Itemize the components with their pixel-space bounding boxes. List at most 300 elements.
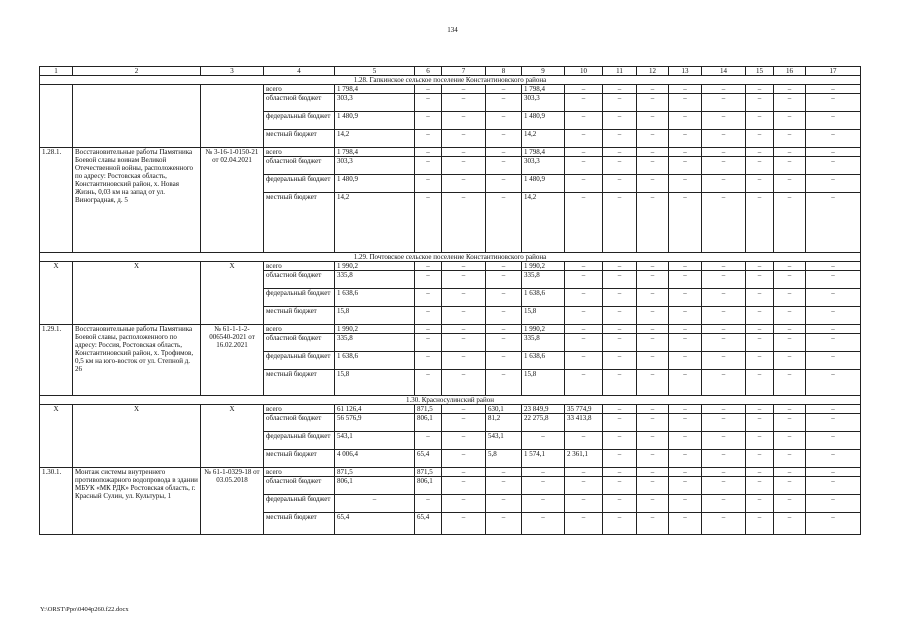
value-cell: 1 990,2 [335, 262, 415, 271]
value-cell: – [746, 307, 774, 325]
value-cell: 335,8 [522, 334, 565, 352]
value-cell: 1 798,4 [522, 148, 565, 157]
value-cell: 15,8 [522, 307, 565, 325]
value-cell: – [669, 157, 702, 175]
value-cell: – [806, 477, 861, 495]
value-cell: – [565, 495, 603, 513]
budget-source-label: местный бюджет [264, 370, 335, 396]
value-cell: – [415, 307, 442, 325]
value-cell: – [603, 513, 637, 535]
value-cell: 23 849,9 [522, 405, 565, 414]
value-cell: – [746, 193, 774, 253]
value-cell: – [442, 112, 486, 130]
value-cell: – [415, 85, 442, 94]
value-cell: 14,2 [335, 193, 415, 253]
value-cell: – [637, 94, 669, 112]
value-cell: – [746, 352, 774, 370]
value-cell: – [774, 175, 806, 193]
value-cell: – [442, 495, 486, 513]
value-cell: 22 275,8 [522, 414, 565, 432]
value-cell: 1 798,4 [522, 85, 565, 94]
value-cell: – [442, 414, 486, 432]
value-cell: – [442, 334, 486, 352]
value-cell: – [774, 289, 806, 307]
value-cell: 806,1 [335, 477, 415, 495]
value-cell: – [746, 468, 774, 477]
value-cell: – [442, 85, 486, 94]
value-cell: – [774, 307, 806, 325]
value-cell: – [806, 414, 861, 432]
value-cell: – [637, 175, 669, 193]
value-cell: – [702, 175, 746, 193]
value-cell: – [442, 175, 486, 193]
value-cell: 1 990,2 [522, 262, 565, 271]
value-cell: 1 990,2 [522, 325, 565, 334]
column-number: 1 [40, 67, 73, 76]
budget-source-label: областной бюджет [264, 271, 335, 289]
value-cell: – [774, 450, 806, 468]
budget-source-label: местный бюджет [264, 307, 335, 325]
value-cell: 15,8 [335, 370, 415, 396]
value-cell: – [603, 477, 637, 495]
column-number: 13 [669, 67, 702, 76]
value-cell: – [442, 477, 486, 495]
value-cell: 35 774,9 [565, 405, 603, 414]
empty-cell [201, 85, 264, 148]
value-cell: – [702, 193, 746, 253]
value-cell: – [746, 370, 774, 396]
value-cell: – [806, 334, 861, 352]
value-cell: – [774, 432, 806, 450]
value-cell: – [702, 450, 746, 468]
section-title: 1.29. Почтовское сельское поселение Константиновского района [40, 253, 861, 262]
value-cell: – [415, 334, 442, 352]
value-cell: – [702, 85, 746, 94]
value-cell: – [442, 352, 486, 370]
value-cell: – [565, 432, 603, 450]
value-cell: – [565, 175, 603, 193]
value-cell: 303,3 [335, 94, 415, 112]
value-cell: – [442, 432, 486, 450]
value-cell: – [486, 325, 522, 334]
value-cell: 81,2 [486, 414, 522, 432]
value-cell: – [774, 334, 806, 352]
value-cell: – [806, 405, 861, 414]
value-cell: – [637, 262, 669, 271]
value-cell: 5,8 [486, 450, 522, 468]
value-cell: – [746, 130, 774, 148]
value-cell: – [774, 271, 806, 289]
value-cell: – [669, 334, 702, 352]
value-cell: – [806, 370, 861, 396]
value-cell: – [702, 414, 746, 432]
value-cell: – [442, 94, 486, 112]
budget-source-label: федеральный бюджет [264, 495, 335, 513]
value-cell: – [565, 325, 603, 334]
value-cell: – [415, 193, 442, 253]
value-cell: 630,1 [486, 405, 522, 414]
value-cell: 4 006,4 [335, 450, 415, 468]
not-applicable-mark: Х [201, 262, 264, 325]
value-cell: – [669, 432, 702, 450]
value-cell: – [637, 477, 669, 495]
section-title: 1.30. Красносулинский район [40, 396, 861, 405]
value-cell: – [565, 262, 603, 271]
value-cell: – [669, 289, 702, 307]
value-cell: 335,8 [335, 271, 415, 289]
value-cell: – [669, 148, 702, 157]
value-cell: 61 126,4 [335, 405, 415, 414]
budget-row [40, 85, 861, 94]
value-cell: 1 990,2 [335, 325, 415, 334]
budget-source-label: федеральный бюджет [264, 112, 335, 130]
value-cell: – [774, 148, 806, 157]
value-cell: – [806, 450, 861, 468]
value-cell: – [746, 112, 774, 130]
value-cell: – [603, 450, 637, 468]
value-cell: – [637, 414, 669, 432]
value-cell: – [442, 271, 486, 289]
value-cell: – [486, 130, 522, 148]
value-cell: – [806, 193, 861, 253]
value-cell: – [603, 414, 637, 432]
value-cell: – [486, 271, 522, 289]
value-cell: 806,1 [415, 414, 442, 432]
value-cell: – [702, 262, 746, 271]
value-cell: – [669, 352, 702, 370]
value-cell: – [637, 468, 669, 477]
value-cell: – [565, 468, 603, 477]
empty-cell [73, 85, 201, 148]
section-title-row [40, 253, 861, 262]
value-cell: – [637, 130, 669, 148]
value-cell: – [486, 289, 522, 307]
value-cell: – [746, 94, 774, 112]
value-cell: – [603, 193, 637, 253]
item-name: Восстановительные работы Памятника Боевой славы воинам Великой Отечественной войны, расположенного по адресу: Ростовская область, Константиновский район, х. Новая Жизнь, 0,03 км на запад от ул. Виноградная, д. 5 [73, 148, 201, 253]
value-cell: 15,8 [335, 307, 415, 325]
value-cell: – [806, 262, 861, 271]
not-applicable-mark: Х [201, 405, 264, 468]
value-cell: – [522, 513, 565, 535]
value-cell: – [486, 307, 522, 325]
budget-row [40, 325, 861, 334]
column-number: 11 [603, 67, 637, 76]
value-cell: – [702, 289, 746, 307]
not-applicable-mark: Х [40, 405, 73, 468]
value-cell: – [774, 495, 806, 513]
item-name: Монтаж системы внутреннего противопожарного водопровода в здании МБУК «МК РДК» Ростовская область, г. Красный Сулин, ул. Культуры, 1 [73, 468, 201, 535]
value-cell: – [565, 130, 603, 148]
value-cell: – [415, 148, 442, 157]
column-number: 15 [746, 67, 774, 76]
item-document: № 3-16-1-0150-21 от 02.04.2021 [201, 148, 264, 253]
value-cell: – [774, 262, 806, 271]
value-cell: – [774, 352, 806, 370]
column-number: 12 [637, 67, 669, 76]
budget-source-label: областной бюджет [264, 94, 335, 112]
column-number: 10 [565, 67, 603, 76]
value-cell: – [806, 495, 861, 513]
value-cell: 15,8 [522, 370, 565, 396]
value-cell: – [774, 112, 806, 130]
value-cell: – [637, 432, 669, 450]
value-cell: – [486, 352, 522, 370]
value-cell: 14,2 [522, 193, 565, 253]
budget-source-label: местный бюджет [264, 450, 335, 468]
value-cell: – [806, 94, 861, 112]
value-cell: – [486, 513, 522, 535]
value-cell: – [806, 352, 861, 370]
value-cell: – [603, 85, 637, 94]
value-cell: – [486, 85, 522, 94]
value-cell: – [565, 94, 603, 112]
value-cell: – [442, 513, 486, 535]
value-cell: – [442, 193, 486, 253]
value-cell: – [806, 325, 861, 334]
value-cell: – [806, 112, 861, 130]
value-cell: – [669, 85, 702, 94]
value-cell: – [746, 432, 774, 450]
value-cell: – [522, 477, 565, 495]
value-cell: – [522, 495, 565, 513]
value-cell: – [603, 432, 637, 450]
value-cell: – [442, 307, 486, 325]
value-cell: – [486, 148, 522, 157]
value-cell: – [603, 289, 637, 307]
value-cell: – [746, 157, 774, 175]
value-cell: – [442, 405, 486, 414]
value-cell: – [603, 370, 637, 396]
value-cell: 1 638,6 [522, 352, 565, 370]
value-cell: – [702, 513, 746, 535]
value-cell: – [806, 289, 861, 307]
budget-row [40, 468, 861, 477]
value-cell: 1 638,6 [522, 289, 565, 307]
value-cell: – [565, 112, 603, 130]
value-cell: – [669, 175, 702, 193]
item-name: Восстановительные работы Памятника Боевой славы, расположенного по адресу: Россия, Ростовская область, Константиновский район, х. Трофимов, 0,5 км на юго-восток от ул. Степной д. 26 [73, 325, 201, 396]
value-cell: – [806, 468, 861, 477]
value-cell: 303,3 [335, 157, 415, 175]
value-cell: – [669, 262, 702, 271]
value-cell: – [702, 94, 746, 112]
value-cell: 65,4 [415, 450, 442, 468]
value-cell: 14,2 [522, 130, 565, 148]
value-cell: – [637, 513, 669, 535]
value-cell: – [746, 175, 774, 193]
value-cell: – [806, 513, 861, 535]
value-cell: – [746, 289, 774, 307]
value-cell: – [746, 513, 774, 535]
value-cell: – [486, 370, 522, 396]
value-cell: – [637, 193, 669, 253]
value-cell: – [746, 325, 774, 334]
value-cell: – [702, 148, 746, 157]
value-cell: – [565, 334, 603, 352]
value-cell: – [565, 352, 603, 370]
value-cell: 871,5 [415, 468, 442, 477]
value-cell: – [746, 85, 774, 94]
value-cell: – [669, 495, 702, 513]
budget-row [40, 148, 861, 157]
value-cell: – [637, 157, 669, 175]
budget-source-label: всего [264, 85, 335, 94]
budget-source-label: областной бюджет [264, 477, 335, 495]
value-cell: – [486, 495, 522, 513]
value-cell: – [806, 307, 861, 325]
value-cell: – [806, 130, 861, 148]
not-applicable-mark: Х [40, 262, 73, 325]
value-cell: – [669, 414, 702, 432]
value-cell: – [806, 148, 861, 157]
value-cell: – [669, 130, 702, 148]
value-cell: – [603, 112, 637, 130]
value-cell: – [774, 94, 806, 112]
value-cell: – [702, 112, 746, 130]
value-cell: 56 576,9 [335, 414, 415, 432]
value-cell: – [746, 262, 774, 271]
value-cell: – [702, 432, 746, 450]
value-cell: – [746, 405, 774, 414]
value-cell: – [415, 157, 442, 175]
value-cell: – [746, 414, 774, 432]
value-cell: – [603, 334, 637, 352]
value-cell: 1 574,1 [522, 450, 565, 468]
value-cell: – [637, 450, 669, 468]
value-cell: 543,1 [335, 432, 415, 450]
value-cell: – [603, 307, 637, 325]
budget-row [40, 262, 861, 271]
value-cell: – [603, 130, 637, 148]
value-cell: – [442, 468, 486, 477]
column-number: 5 [335, 67, 415, 76]
value-cell: – [746, 477, 774, 495]
section-title: 1.28. Гапкинское сельское поселение Константиновского района [40, 76, 861, 85]
value-cell: 1 798,4 [335, 148, 415, 157]
value-cell: – [669, 325, 702, 334]
budget-source-label: федеральный бюджет [264, 352, 335, 370]
value-cell: – [637, 352, 669, 370]
value-cell: – [702, 352, 746, 370]
value-cell: – [746, 495, 774, 513]
value-cell: – [702, 477, 746, 495]
column-number: 2 [73, 67, 201, 76]
value-cell: 335,8 [335, 334, 415, 352]
value-cell: – [522, 468, 565, 477]
budget-source-label: всего [264, 148, 335, 157]
not-applicable-mark: Х [73, 405, 201, 468]
value-cell: – [637, 271, 669, 289]
page-number: 134 [447, 26, 458, 34]
value-cell: – [806, 175, 861, 193]
budget-source-label: федеральный бюджет [264, 289, 335, 307]
value-cell: – [486, 112, 522, 130]
value-cell: – [565, 157, 603, 175]
value-cell: – [603, 175, 637, 193]
value-cell: – [637, 334, 669, 352]
value-cell: – [637, 405, 669, 414]
value-cell: 14,2 [335, 130, 415, 148]
value-cell: – [637, 85, 669, 94]
value-cell: – [415, 130, 442, 148]
value-cell: – [442, 148, 486, 157]
value-cell: 871,5 [335, 468, 415, 477]
column-number-row [40, 67, 861, 76]
value-cell: – [637, 495, 669, 513]
value-cell: 1 480,9 [335, 112, 415, 130]
value-cell: – [442, 157, 486, 175]
value-cell: – [415, 112, 442, 130]
column-number: 14 [702, 67, 746, 76]
value-cell: – [486, 94, 522, 112]
value-cell: – [637, 307, 669, 325]
value-cell: – [702, 370, 746, 396]
value-cell: – [669, 370, 702, 396]
budget-source-label: местный бюджет [264, 513, 335, 535]
value-cell: – [774, 85, 806, 94]
value-cell: – [806, 85, 861, 94]
budget-source-label: всего [264, 405, 335, 414]
value-cell: – [702, 130, 746, 148]
value-cell: – [806, 157, 861, 175]
value-cell: – [603, 325, 637, 334]
column-number: 3 [201, 67, 264, 76]
budget-source-label: федеральный бюджет [264, 175, 335, 193]
column-number: 16 [774, 67, 806, 76]
budget-source-label: областной бюджет [264, 157, 335, 175]
value-cell: 1 798,4 [335, 85, 415, 94]
value-cell: 1 480,9 [335, 175, 415, 193]
column-number: 4 [264, 67, 335, 76]
budget-source-label: местный бюджет [264, 193, 335, 253]
value-cell: – [486, 157, 522, 175]
value-cell: – [522, 432, 565, 450]
value-cell: 543,1 [486, 432, 522, 450]
value-cell: 303,3 [522, 94, 565, 112]
value-cell: – [442, 289, 486, 307]
column-number: 6 [415, 67, 442, 76]
budget-table [39, 66, 861, 535]
value-cell: 1 480,9 [522, 112, 565, 130]
value-cell: – [702, 468, 746, 477]
value-cell: – [806, 432, 861, 450]
value-cell: – [637, 148, 669, 157]
value-cell: – [669, 468, 702, 477]
value-cell: – [565, 513, 603, 535]
column-number: 7 [442, 67, 486, 76]
value-cell: 806,1 [415, 477, 442, 495]
value-cell: – [702, 157, 746, 175]
value-cell: – [486, 468, 522, 477]
value-cell: – [442, 325, 486, 334]
value-cell: – [603, 157, 637, 175]
value-cell: – [774, 157, 806, 175]
value-cell: – [415, 94, 442, 112]
value-cell: – [415, 370, 442, 396]
value-cell: – [702, 334, 746, 352]
item-document: № 61-1-1-2-006540-2021 от 16.02.2021 [201, 325, 264, 396]
value-cell: – [669, 477, 702, 495]
column-number: 9 [522, 67, 565, 76]
budget-source-label: областной бюджет [264, 334, 335, 352]
value-cell: – [774, 370, 806, 396]
value-cell: – [603, 352, 637, 370]
item-document: № 61-1-0329-18 от 03.05.2018 [201, 468, 264, 535]
value-cell: – [486, 334, 522, 352]
value-cell: 65,4 [335, 513, 415, 535]
value-cell: 1 638,6 [335, 352, 415, 370]
